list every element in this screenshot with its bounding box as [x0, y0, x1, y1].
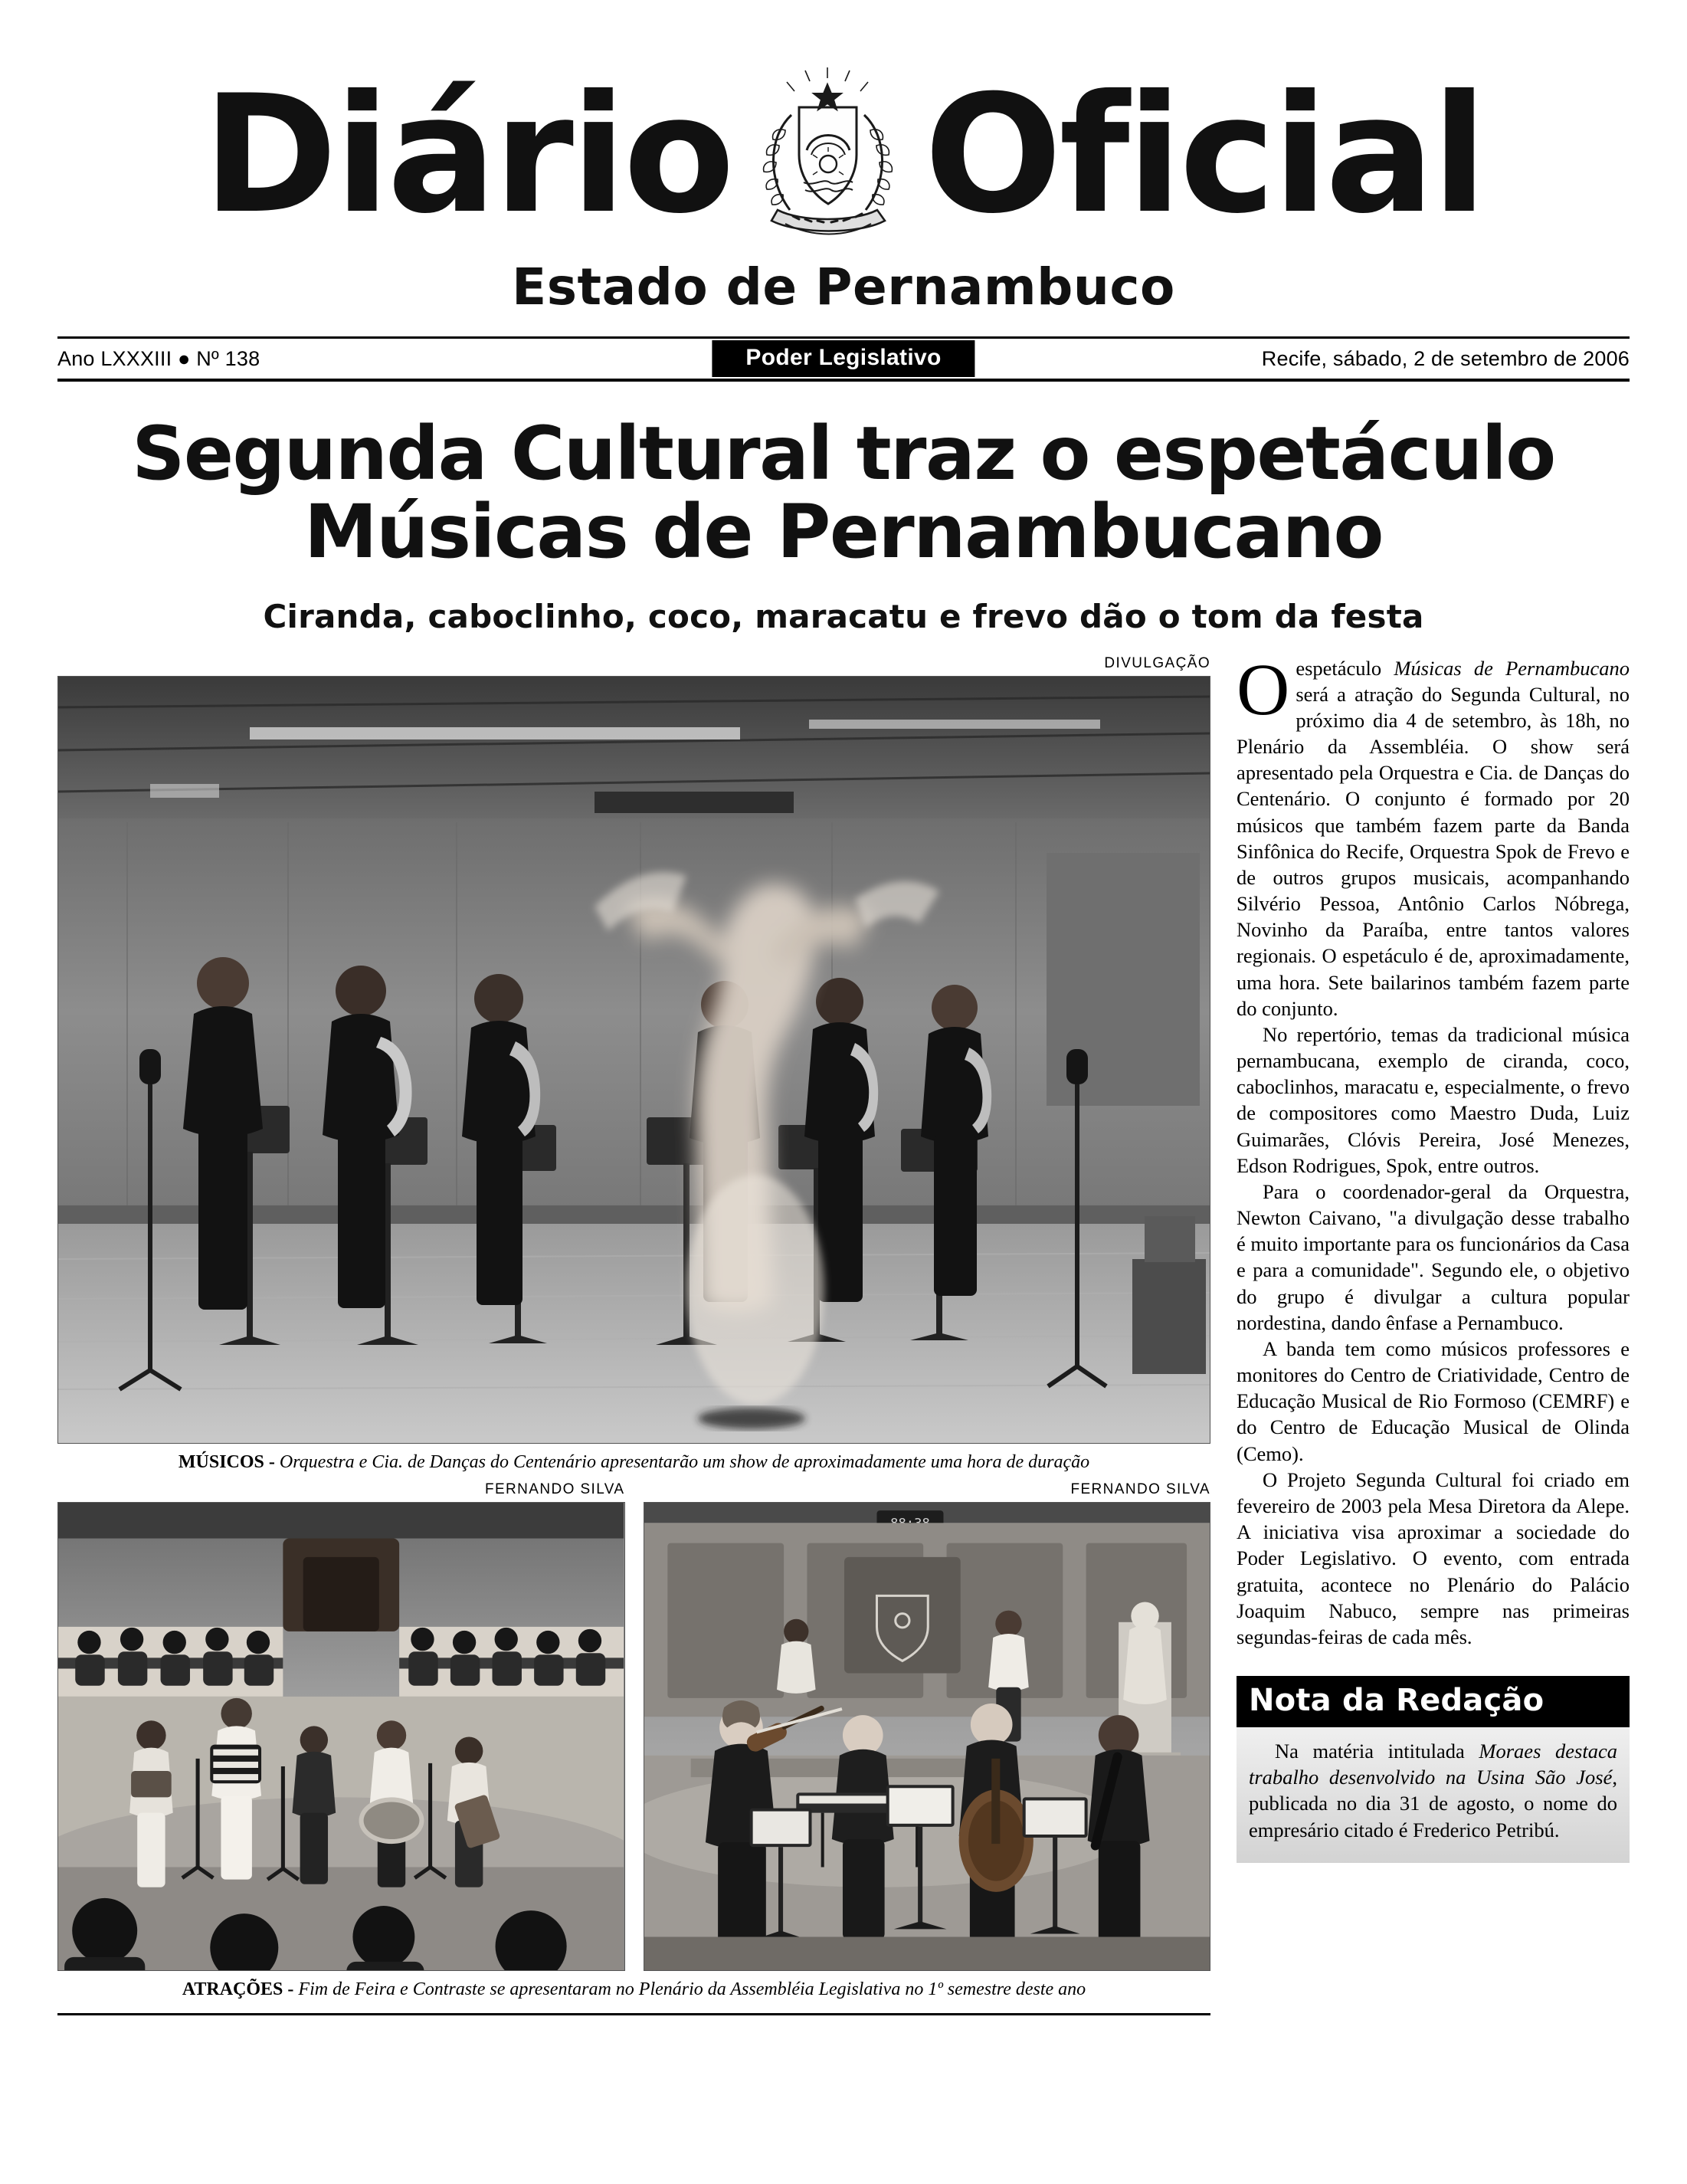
secondary-photo-caption: [57, 1971, 1210, 2001]
editorial-note-text-b: , publicada no dia 31 de agosto, o nome do empresário citado é Frederico Petribú.: [1249, 1766, 1617, 1841]
secondary-photo-caption-label: ATRAÇÕES -: [182, 1979, 294, 1999]
article-paragraph-2: No repertório, temas da tradicional música pernambucana, exemplo de ciranda, coco, caboclinhos, maracatu e, especialmente, o frevo de compositores como Maestro Duda, Luiz Guimarães, Clóvis Pereira, José Menezes, Edson Rodrigues, Spok, entre outros.: [1237, 1022, 1630, 1177]
article-p1-title: Músicas de Pernambucano: [1394, 656, 1630, 680]
editorial-note-title: Nota da Redação: [1237, 1676, 1630, 1727]
bottom-right-photo-credit: FERNANDO SILVA: [1070, 1481, 1210, 1497]
article-paragraph-5: O Projeto Segunda Cultural foi criado em fevereiro de 2003 pela Mesa Diretora da Alepe. A iniciativa visa aproximar a sociedade do Poder Legislativo. O evento, com entrada gratuita, acontece no Plenário do Palácio Joaquim Nabuco, sempre nas primeiras segundas-feiras de cada mês.: [1237, 1467, 1630, 1648]
article-body: [1237, 648, 1630, 1651]
editorial-note-box: [1237, 1676, 1630, 1863]
main-photo-caption: [57, 1444, 1210, 1474]
footer-divider: [57, 2013, 1210, 2015]
secondary-photo-chamber-ensemble: [644, 1502, 1211, 1971]
editorial-note-text-a: Na matéria intitulada: [1275, 1740, 1479, 1763]
masthead-logo-row: [57, 59, 1630, 249]
headline-subhead: Ciranda, caboclinho, coco, maracatu e frevo dão o tom da festa: [263, 597, 1424, 635]
main-photo-credit: DIVULGAÇÃO: [1104, 654, 1210, 671]
article-paragraph-3: Para o coordenador-geral da Orquestra, Newton Caivano, "a divulgação desse trabalho é muito importante para os funcionários da Casa e para a comunidade". Segundo ele, o objetivo do grupo é divulgar a cultura popular nordestina, dando ênfase a Pernambuco.: [1237, 1179, 1630, 1334]
page-content: [57, 648, 1630, 2015]
main-photo-orchestra-dancer: [57, 676, 1210, 1444]
editorial-note-body: [1237, 1727, 1630, 1863]
article-column: [1237, 648, 1630, 2015]
article-p1-lead: espetáculo: [1296, 656, 1394, 680]
issue-year-number: Ano LXXXIII ● Nº 138: [57, 346, 260, 370]
masthead-word-diario: Diário: [202, 59, 732, 249]
secondary-photo-caption-text: Fim de Feira e Contraste se apresentaram no Plenário da Assembléia Legislativa no 1º semestre deste ano: [298, 1979, 1086, 1999]
article-paragraph-4: A banda tem como músicos professores e monitores do Centro de Criatividade, Centro de Educação Musical de Rio Formoso (CEMRF) e do Centro de Educação Musical de Olinda (Cemo).: [1237, 1336, 1630, 1465]
masthead-word-oficial: Oficial: [924, 59, 1485, 249]
masthead-subtitle: Estado de Pernambuco: [512, 257, 1175, 316]
main-photo-caption-text: Orquestra e Cia. de Danças do Centenário apresentarão um show de aproximadamente uma hora de duração: [279, 1451, 1090, 1472]
headline-line-2: Músicas de Pernambucano: [304, 488, 1383, 575]
article-p1-rest: será a atração do Segunda Cultural, no próximo dia 4 de setembro, às 18h, no Plenário da Assembléia. O show será apresentado pela Orquestra e Cia. de Danças do Centenário. O conjunto é formado por 20 músicos que também fazem parte da Banda Sinfônica do Recife, Orquestra Spok de Frevo e de outros grupos musicais, acompanhando Silvério Pessoa, Antônio Carlos Nóbrega, Novinho da Paraíba, entre tantos valores regionais. O espetáculo é de, aproximadamente, uma hora. Sete bailarinos também fazem parte do conjunto.: [1237, 682, 1630, 1020]
issue-date: Recife, sábado, 2 de setembro de 2006: [1261, 346, 1630, 370]
issue-info-bar: [57, 339, 1630, 382]
article-dropcap: O: [1237, 648, 1290, 730]
section-badge-poder-legislativo: Poder Legislativo: [712, 340, 975, 377]
headline-line-1: Segunda Cultural traz o espetáculo: [132, 411, 1555, 497]
editorial-note-title-cited: Moraes destaca trabalho desenvolvido na Usina São José: [1249, 1740, 1617, 1789]
article-paragraph-1: [1237, 648, 1630, 1021]
pernambuco-state-crest-icon: [745, 66, 910, 244]
bottom-left-photo-credit: FERNANDO SILVA: [484, 1481, 625, 1497]
secondary-photo-forro-group: [57, 1502, 625, 1971]
secondary-photo-right-cell: [644, 1481, 1211, 1971]
masthead: [57, 0, 1630, 316]
main-photo-caption-label: MÚSICOS -: [178, 1451, 275, 1472]
secondary-photo-left-cell: [57, 1481, 625, 1971]
secondary-photo-row: [57, 1481, 1210, 1971]
page-headline: [57, 411, 1630, 575]
photo-column: [57, 655, 1210, 2015]
